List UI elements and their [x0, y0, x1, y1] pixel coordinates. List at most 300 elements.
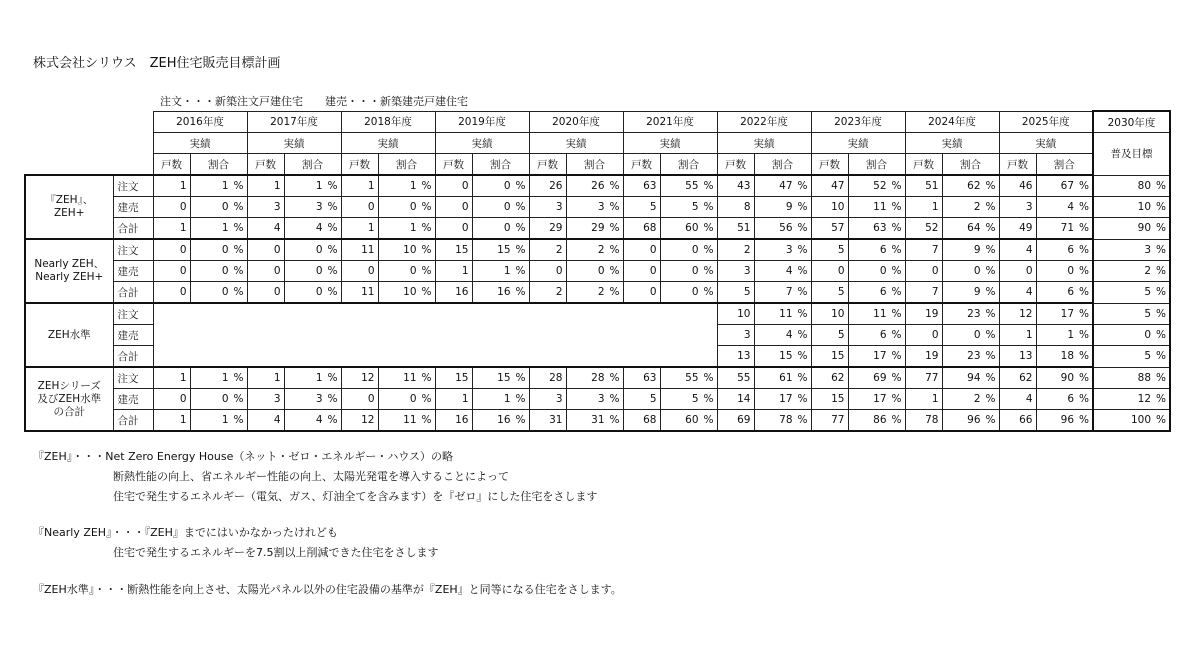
percent-sign: % — [1156, 201, 1166, 213]
units-value: 5 — [811, 325, 848, 346]
target-value — [1093, 367, 1170, 389]
percent-sign: % — [985, 329, 996, 341]
units-value: 8 — [717, 197, 754, 218]
target-value — [1093, 239, 1170, 261]
ratio-value — [660, 410, 717, 432]
percent-sign: % — [421, 393, 432, 405]
ratio-value — [284, 239, 341, 261]
units-header: 戸数 — [623, 154, 660, 176]
ratio-value — [754, 346, 811, 368]
percent-sign: % — [797, 201, 808, 213]
ratio-value — [472, 261, 529, 282]
ratio-value — [472, 239, 529, 261]
ratio-value — [472, 367, 529, 389]
percent-sign: % — [327, 286, 338, 298]
row-type-label: 注文 — [113, 239, 153, 261]
ratio-number: 6 — [879, 329, 887, 341]
ratio-number: 15 — [497, 372, 511, 384]
ratio-value — [190, 175, 247, 197]
units-value: 12 — [341, 367, 378, 389]
empty-cells — [153, 303, 717, 325]
ratio-number: 29 — [591, 222, 605, 234]
ratio-number: 9 — [973, 286, 981, 298]
units-value: 77 — [811, 410, 848, 432]
target-number: 80 — [1137, 179, 1152, 192]
row-type-label: 合計 — [113, 282, 153, 304]
group-label: Nearly ZEH、 Nearly ZEH+ — [25, 239, 113, 303]
units-value: 0 — [435, 175, 472, 197]
ratio-number: 1 — [503, 265, 511, 277]
percent-sign: % — [233, 414, 244, 426]
percent-sign: % — [515, 222, 526, 234]
ratio-number: 1 — [315, 180, 323, 192]
percent-sign: % — [1079, 308, 1089, 320]
percent-sign: % — [609, 372, 620, 384]
ratio-value — [1036, 282, 1093, 304]
units-value: 2 — [529, 282, 566, 304]
ratio-number: 10 — [403, 244, 417, 256]
ratio-value — [472, 218, 529, 240]
ratio-number: 52 — [873, 180, 887, 192]
note-nearly-zeh-def: 『Nearly ZEH』・・・『ZEH』までにはいかなかったけれども — [33, 526, 338, 539]
group-label: ZEHシリーズ 及びZEH水準 の合計 — [25, 367, 113, 431]
units-value: 0 — [341, 389, 378, 410]
empty-cells — [153, 346, 717, 368]
units-value: 1 — [247, 367, 284, 389]
ratio-header: 割合 — [472, 154, 529, 176]
ratio-number: 96 — [1060, 414, 1075, 426]
units-value: 16 — [435, 282, 472, 304]
percent-sign: % — [421, 372, 432, 384]
units-value: 0 — [153, 282, 190, 304]
ratio-number: 3 — [785, 244, 793, 256]
table-row — [25, 367, 1170, 389]
ratio-value — [284, 389, 341, 410]
percent-sign: % — [985, 372, 996, 384]
ratio-value — [378, 261, 435, 282]
ratio-header: 割合 — [284, 154, 341, 176]
ratio-value — [284, 197, 341, 218]
units-value: 1 — [341, 175, 378, 197]
ratio-value — [190, 410, 247, 432]
ratio-number: 0 — [221, 286, 229, 298]
units-value: 3 — [247, 389, 284, 410]
target-value — [1093, 197, 1170, 218]
ratio-value — [190, 218, 247, 240]
ratio-header: 割合 — [566, 154, 623, 176]
units-value: 5 — [811, 282, 848, 304]
ratio-value — [1036, 197, 1093, 218]
units-value: 0 — [435, 218, 472, 240]
ratio-number: 63 — [873, 222, 887, 234]
ratio-number: 5 — [691, 393, 699, 405]
header-corner — [25, 154, 153, 176]
actual-header: 実績 — [529, 133, 623, 154]
ratio-header: 割合 — [754, 154, 811, 176]
ratio-value — [942, 175, 999, 197]
ratio-value — [472, 410, 529, 432]
percent-sign: % — [1079, 244, 1089, 256]
units-value: 43 — [717, 175, 754, 197]
units-value: 3 — [717, 261, 754, 282]
ratio-number: 31 — [591, 414, 605, 426]
note-zeh-line3: 住宅で発生するエネルギー（電気、ガス、灯油全てを含みます）を『ゼロ』にした住宅をさします — [113, 490, 598, 503]
ratio-number: 0 — [973, 265, 981, 277]
percent-sign: % — [515, 180, 526, 192]
ratio-number: 11 — [873, 201, 887, 213]
ratio-value — [942, 410, 999, 432]
ratio-value — [378, 410, 435, 432]
ratio-value — [660, 218, 717, 240]
ratio-value — [848, 346, 905, 368]
ratio-number: 0 — [973, 329, 981, 341]
ratio-header: 割合 — [378, 154, 435, 176]
percent-sign: % — [233, 372, 244, 384]
target-value — [1093, 282, 1170, 304]
ratio-number: 11 — [403, 372, 417, 384]
ratio-header: 割合 — [1036, 154, 1093, 176]
units-value: 0 — [529, 261, 566, 282]
percent-sign: % — [891, 286, 902, 298]
table-row — [25, 175, 1170, 197]
ratio-number: 0 — [879, 265, 887, 277]
units-value: 12 — [999, 303, 1036, 325]
ratio-value — [848, 261, 905, 282]
ratio-number: 23 — [967, 308, 981, 320]
ratio-value — [566, 282, 623, 304]
percent-sign: % — [1079, 393, 1089, 405]
ratio-number: 86 — [873, 414, 887, 426]
target-value — [1093, 389, 1170, 410]
units-value: 13 — [999, 346, 1036, 368]
ratio-value — [566, 197, 623, 218]
units-value: 3 — [529, 389, 566, 410]
percent-sign: % — [985, 222, 996, 234]
percent-sign: % — [1156, 222, 1166, 235]
ratio-value — [472, 282, 529, 304]
percent-sign: % — [891, 393, 902, 405]
ratio-value — [848, 410, 905, 432]
percent-sign: % — [515, 201, 526, 213]
units-value: 1 — [435, 261, 472, 282]
units-value: 31 — [529, 410, 566, 432]
percent-sign: % — [327, 414, 338, 426]
units-value: 10 — [717, 303, 754, 325]
actual-header: 実績 — [341, 133, 435, 154]
ratio-value — [754, 239, 811, 261]
target-value — [1093, 175, 1170, 197]
units-value: 0 — [811, 261, 848, 282]
units-value: 14 — [717, 389, 754, 410]
percent-sign: % — [1079, 329, 1089, 341]
target-number: 10 — [1137, 201, 1152, 213]
units-value: 69 — [717, 410, 754, 432]
units-value: 15 — [435, 367, 472, 389]
ratio-value — [660, 282, 717, 304]
ratio-value — [566, 218, 623, 240]
units-header: 戸数 — [811, 154, 848, 176]
ratio-number: 60 — [685, 222, 699, 234]
ratio-number: 0 — [503, 180, 511, 192]
ratio-value — [660, 261, 717, 282]
percent-sign: % — [233, 286, 244, 298]
percent-sign: % — [985, 286, 996, 298]
percent-sign: % — [233, 393, 244, 405]
ratio-number: 3 — [315, 201, 323, 213]
ratio-number: 3 — [597, 393, 605, 405]
units-value: 0 — [153, 261, 190, 282]
units-value: 1 — [153, 175, 190, 197]
percent-sign: % — [609, 414, 620, 426]
units-value: 28 — [529, 367, 566, 389]
percent-sign: % — [1156, 307, 1166, 320]
ratio-value — [190, 389, 247, 410]
units-value: 1 — [153, 218, 190, 240]
ratio-number: 4 — [1067, 201, 1075, 213]
units-value: 12 — [341, 410, 378, 432]
ratio-value — [848, 389, 905, 410]
ratio-value — [754, 367, 811, 389]
units-value: 5 — [623, 197, 660, 218]
units-value: 29 — [529, 218, 566, 240]
ratio-number: 0 — [409, 201, 417, 213]
percent-sign: % — [797, 308, 808, 320]
target-number: 88 — [1137, 371, 1152, 384]
percent-sign: % — [515, 244, 526, 256]
target-number: 3 — [1144, 243, 1152, 256]
units-value: 2 — [529, 239, 566, 261]
ratio-value — [942, 197, 999, 218]
units-value: 19 — [905, 346, 942, 368]
percent-sign: % — [515, 372, 526, 384]
percent-sign: % — [327, 201, 338, 213]
ratio-number: 18 — [1060, 350, 1075, 362]
units-value: 66 — [999, 410, 1036, 432]
ratio-value — [1036, 175, 1093, 197]
ratio-value — [190, 261, 247, 282]
ratio-number: 9 — [785, 201, 793, 213]
ratio-value — [1036, 239, 1093, 261]
ratio-value — [378, 218, 435, 240]
units-value: 3 — [529, 197, 566, 218]
ratio-number: 17 — [779, 393, 793, 405]
year-header: 2019年度 — [435, 111, 529, 133]
ratio-number: 17 — [873, 350, 887, 362]
ratio-value — [754, 282, 811, 304]
percent-sign: % — [233, 244, 244, 256]
table-row — [25, 218, 1170, 240]
percent-sign: % — [797, 350, 808, 362]
units-value: 62 — [999, 367, 1036, 389]
percent-sign: % — [609, 222, 620, 234]
ratio-value — [754, 389, 811, 410]
group-label: ZEH水準 — [25, 303, 113, 367]
percent-sign: % — [421, 414, 432, 426]
ratio-number: 60 — [685, 414, 699, 426]
percent-sign: % — [891, 265, 902, 277]
units-value: 47 — [811, 175, 848, 197]
percent-sign: % — [703, 265, 714, 277]
percent-sign: % — [797, 180, 808, 192]
ratio-value — [472, 175, 529, 197]
percent-sign: % — [1156, 265, 1166, 277]
percent-sign: % — [797, 414, 808, 426]
ratio-number: 0 — [691, 244, 699, 256]
percent-sign: % — [1156, 393, 1166, 405]
percent-sign: % — [985, 265, 996, 277]
sales-target-table — [24, 110, 1171, 432]
percent-sign: % — [703, 372, 714, 384]
percent-sign: % — [891, 372, 902, 384]
percent-sign: % — [891, 350, 902, 362]
table-row — [25, 282, 1170, 304]
note-zeh-def: 『ZEH』・・・Net Zero Energy House（ネット・ゼロ・エネルギー・ハウス）の略 — [33, 450, 454, 463]
units-value: 5 — [811, 239, 848, 261]
units-header: 戸数 — [247, 154, 284, 176]
units-value: 0 — [999, 261, 1036, 282]
ratio-number: 4 — [785, 265, 793, 277]
units-value: 7 — [905, 239, 942, 261]
ratio-value — [566, 367, 623, 389]
ratio-value — [1036, 346, 1093, 368]
actual-header: 実績 — [623, 133, 717, 154]
ratio-value — [848, 239, 905, 261]
ratio-value — [378, 282, 435, 304]
percent-sign: % — [703, 244, 714, 256]
percent-sign: % — [609, 244, 620, 256]
ratio-number: 94 — [967, 372, 981, 384]
ratio-number: 2 — [597, 286, 605, 298]
percent-sign: % — [327, 372, 338, 384]
ratio-number: 0 — [691, 265, 699, 277]
ratio-value — [754, 175, 811, 197]
units-value: 1 — [153, 410, 190, 432]
units-value: 4 — [999, 389, 1036, 410]
note-nearly-zeh-line2: 住宅で発生するエネルギーを7.5割以上削減できた住宅をさします — [113, 546, 439, 559]
ratio-number: 96 — [967, 414, 981, 426]
percent-sign: % — [985, 308, 996, 320]
units-value: 63 — [623, 175, 660, 197]
units-header: 戸数 — [153, 154, 190, 176]
ratio-value — [848, 218, 905, 240]
ratio-number: 0 — [315, 265, 323, 277]
units-value: 16 — [435, 410, 472, 432]
units-value: 2 — [717, 239, 754, 261]
units-value: 0 — [153, 197, 190, 218]
ratio-number: 1 — [221, 222, 229, 234]
percent-sign: % — [797, 393, 808, 405]
units-value: 1 — [247, 175, 284, 197]
units-value: 11 — [341, 282, 378, 304]
ratio-value — [284, 175, 341, 197]
ratio-value — [660, 367, 717, 389]
percent-sign: % — [985, 180, 996, 192]
percent-sign: % — [515, 414, 526, 426]
ratio-number: 55 — [685, 180, 699, 192]
units-value: 0 — [247, 282, 284, 304]
ratio-number: 11 — [779, 308, 793, 320]
units-value: 0 — [435, 197, 472, 218]
target-value — [1093, 346, 1170, 368]
units-value: 0 — [341, 261, 378, 282]
actual-header: 実績 — [717, 133, 811, 154]
row-type-label: 建売 — [113, 325, 153, 346]
ratio-number: 71 — [1060, 222, 1075, 234]
units-header: 戸数 — [435, 154, 472, 176]
ratio-number: 0 — [409, 393, 417, 405]
ratio-number: 0 — [315, 286, 323, 298]
percent-sign: % — [515, 265, 526, 277]
year-header: 2021年度 — [623, 111, 717, 133]
ratio-number: 1 — [221, 414, 229, 426]
units-value: 68 — [623, 218, 660, 240]
percent-sign: % — [985, 393, 996, 405]
actual-header: 実績 — [999, 133, 1093, 154]
table-row — [25, 346, 1170, 368]
ratio-number: 2 — [597, 244, 605, 256]
percent-sign: % — [985, 201, 996, 213]
units-value: 1 — [435, 389, 472, 410]
row-type-label: 注文 — [113, 303, 153, 325]
ratio-number: 6 — [1067, 393, 1075, 405]
units-value: 0 — [341, 197, 378, 218]
ratio-number: 90 — [1060, 372, 1075, 384]
percent-sign: % — [233, 180, 244, 192]
empty-cells — [153, 325, 717, 346]
ratio-value — [942, 389, 999, 410]
ratio-number: 11 — [873, 308, 887, 320]
ratio-number: 7 — [785, 286, 793, 298]
units-value: 46 — [999, 175, 1036, 197]
target-number: 2 — [1144, 265, 1152, 277]
percent-sign: % — [1079, 372, 1089, 384]
percent-sign: % — [609, 393, 620, 405]
ratio-number: 47 — [779, 180, 793, 192]
ratio-value — [754, 218, 811, 240]
ratio-number: 26 — [591, 180, 605, 192]
ratio-value — [472, 197, 529, 218]
target-number: 5 — [1144, 286, 1152, 299]
units-value: 4 — [247, 410, 284, 432]
units-value: 3 — [999, 197, 1036, 218]
ratio-value — [1036, 389, 1093, 410]
units-value: 51 — [717, 218, 754, 240]
target-number: 5 — [1144, 350, 1152, 363]
units-value: 1 — [999, 325, 1036, 346]
ratio-value — [1036, 303, 1093, 325]
ratio-value — [1036, 367, 1093, 389]
ratio-value — [848, 175, 905, 197]
percent-sign: % — [1156, 179, 1166, 192]
ratio-number: 67 — [1060, 180, 1075, 192]
units-header: 戸数 — [529, 154, 566, 176]
percent-sign: % — [609, 286, 620, 298]
units-value: 0 — [153, 239, 190, 261]
ratio-number: 6 — [1067, 244, 1075, 256]
ratio-value — [378, 389, 435, 410]
target-value — [1093, 303, 1170, 325]
target-value — [1093, 218, 1170, 240]
target-number: 5 — [1144, 307, 1152, 320]
units-value: 0 — [905, 261, 942, 282]
units-value: 0 — [905, 325, 942, 346]
ratio-number: 0 — [691, 286, 699, 298]
ratio-number: 0 — [409, 265, 417, 277]
percent-sign: % — [1079, 350, 1089, 362]
percent-sign: % — [703, 180, 714, 192]
percent-sign: % — [1156, 243, 1166, 256]
ratio-value — [942, 239, 999, 261]
